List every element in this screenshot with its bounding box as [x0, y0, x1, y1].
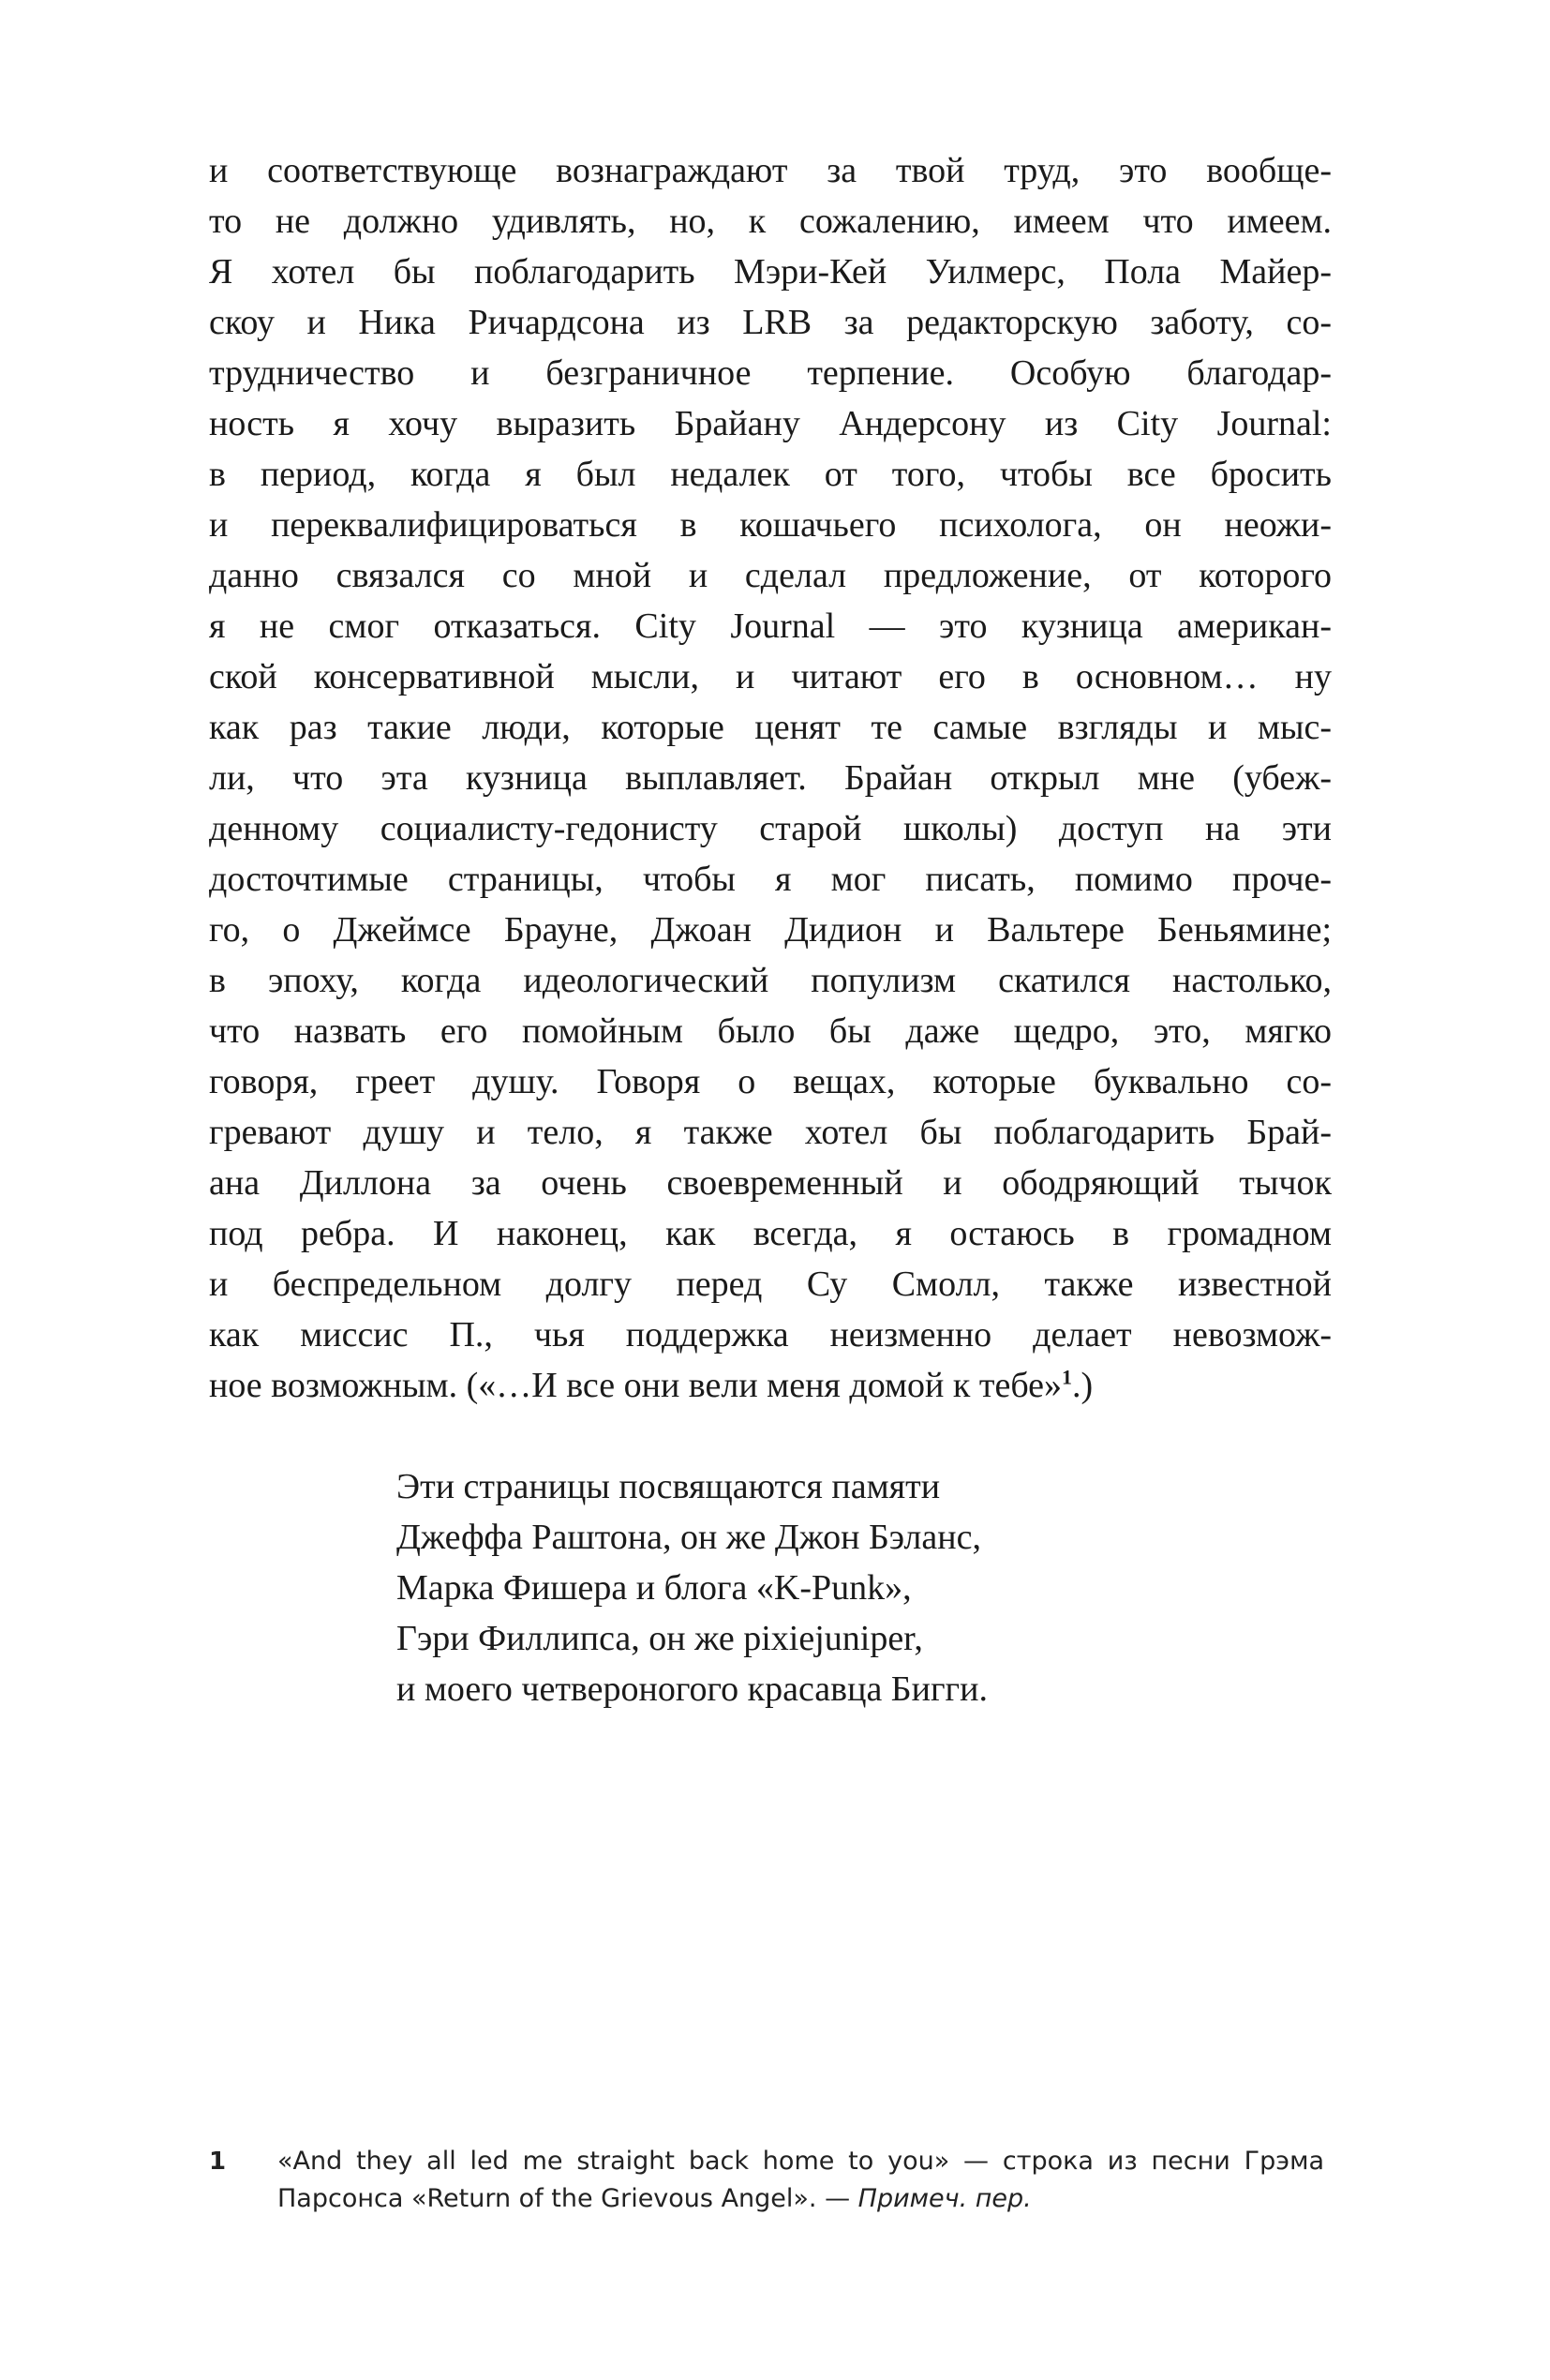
dedication-line: и моего четвероногого красавца Бигги.	[396, 1669, 988, 1709]
dedication-line: Гэри Филлипса, он же pixiejuniper,	[396, 1619, 923, 1658]
dedication	[396, 1461, 988, 1714]
text-line: ана Диллона за очень своевременный и ободряющий тычок	[209, 1163, 1332, 1203]
text-line: и беспредельном долгу перед Су Смолл, также известной	[209, 1265, 1332, 1304]
footnote-reference[interactable]: 1	[1062, 1365, 1073, 1389]
text-line-end: .)	[1072, 1366, 1094, 1405]
text-line: и соответствующе вознаграждают за твой труд, это вообще-	[209, 151, 1332, 190]
footnote-number: 1	[209, 2148, 227, 2176]
text-line: ность я хочу выразить Брайану Андерсону из City Journal:	[209, 404, 1332, 443]
footnote-line	[277, 2180, 1324, 2218]
text-line: ли, что эта кузница выплавляет. Брайан открыл мне (убеж-	[209, 758, 1332, 798]
text-line-content: ное возможным. («…И все они вели меня домой к тебе»	[209, 1366, 1063, 1405]
dedication-line: Эти страницы посвящаются памяти	[396, 1467, 941, 1506]
text-line: Я хотел бы поблагодарить Мэри-Кей Уилмерс, Пола Майер-	[209, 252, 1332, 292]
text-line: в период, когда я был недалек от того, чтобы все бросить	[209, 455, 1332, 494]
dedication-line: Марка Фишера и блога «K-Punk»,	[396, 1568, 912, 1608]
footnote-text	[277, 2143, 1324, 2218]
footnote	[209, 2143, 1324, 2218]
dedication-line: Джеффа Раштона, он же Джон Бэланс,	[396, 1518, 981, 1557]
text-line: данно связался со мной и сделал предложение, от которого	[209, 556, 1332, 595]
text-line: гревают душу и тело, я также хотел бы поблагодарить Брай-	[209, 1113, 1332, 1152]
text-line: что назвать его помойным было бы даже щедро, это, мягко	[209, 1011, 1332, 1051]
text-line: трудничество и безграничное терпение. Особую благодар-	[209, 353, 1332, 393]
text-line	[209, 1360, 1332, 1411]
translator-note: Примеч. пер.	[857, 2184, 1032, 2213]
text-line: говоря, греет душу. Говоря о вещах, которые буквально со-	[209, 1062, 1332, 1101]
text-line: го, о Джеймсе Брауне, Джоан Дидион и Вальтере Беньямине;	[209, 910, 1332, 950]
text-line: в эпоху, когда идеологический популизм скатился настолько,	[209, 961, 1332, 1000]
text-line: как миссис П., чья поддержка неизменно делает невозмож-	[209, 1315, 1332, 1355]
text-line: денному социалисту-гедонисту старой школы) доступ на эти	[209, 809, 1332, 848]
text-line: и переквалифицироваться в кошачьего психолога, он неожи-	[209, 505, 1332, 545]
text-line: скоу и Ника Ричардсона из LRB за редакторскую заботу, со-	[209, 303, 1332, 342]
text-line: ской консервативной мысли, и читают его в основном… ну	[209, 657, 1332, 696]
body-paragraph	[209, 145, 1332, 1411]
text-line: как раз такие люди, которые ценят те самые взгляды и мыс-	[209, 708, 1332, 747]
text-line: досточтимые страницы, чтобы я мог писать, помимо проче-	[209, 860, 1332, 899]
text-line: то не должно удивлять, но, к сожалению, имеем что имеем.	[209, 202, 1332, 241]
text-line: я не смог отказаться. City Journal — это кузница американ-	[209, 606, 1332, 646]
footnote-line-text: Парсонса «Return of the Grievous Angel». —	[277, 2184, 858, 2213]
footnote-line: «And they all led me straight back home to you» — строка из песни Грэма	[277, 2147, 1324, 2176]
text-line: под ребра. И наконец, как всегда, я остаюсь в громадном	[209, 1214, 1332, 1253]
